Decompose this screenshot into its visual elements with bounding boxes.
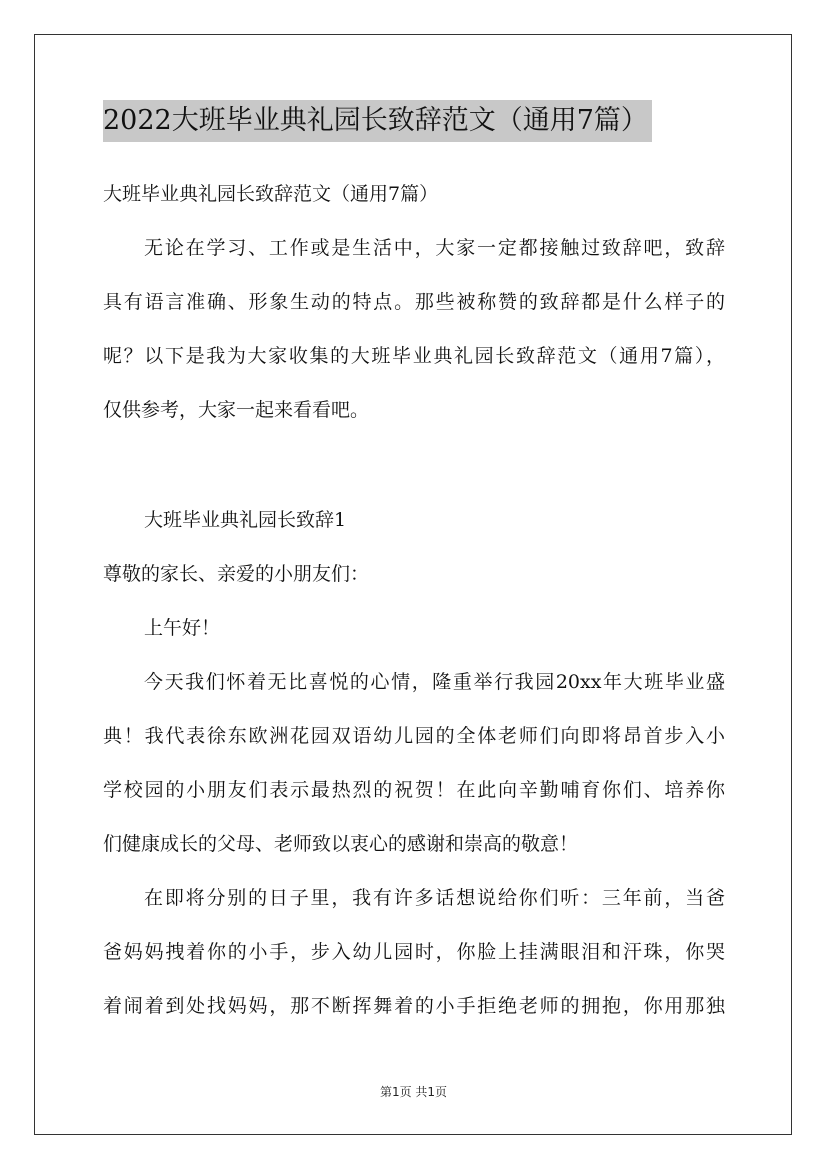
paragraph-line: 们健康成长的父母、老师致以衷心的感谢和崇高的敬意！ <box>103 833 579 855</box>
paragraph-line: 学校园的小朋友们表示最热烈的祝贺！在此向辛勤哺育你们、培养你 <box>103 779 725 801</box>
greeting-line: 上午好！ <box>144 617 221 639</box>
paragraph-line: 呢？以下是我为大家收集的大班毕业典礼园长致辞范文（通用7篇）， <box>103 345 725 367</box>
paragraph-line: 仅供参考，大家一起来看看吧。 <box>103 399 370 421</box>
salutation-line: 尊敬的家长、亲爱的小朋友们： <box>103 563 370 585</box>
paragraph-line: 无论在学习、工作或是生活中，大家一定都接触过致辞吧，致辞 <box>144 237 725 259</box>
paragraph-line: 爸妈妈拽着你的小手，步入幼儿园时，你脸上挂满眼泪和汗珠，你哭 <box>103 941 725 963</box>
section-heading: 大班毕业典礼园长致辞1 <box>144 509 347 531</box>
subtitle-line: 大班毕业典礼园长致辞范文（通用7篇） <box>103 183 439 205</box>
paragraph-line: 具有语言准确、形象生动的特点。那些被称赞的致辞都是什么样子的 <box>103 291 725 313</box>
page-number-footer: 第1页 共1页 <box>379 1085 448 1099</box>
paragraph-line: 着闹着到处找妈妈，那不断挥舞着的小手拒绝老师的拥抱，你用那独 <box>103 995 725 1017</box>
paragraph-line: 在即将分别的日子里，我有许多话想说给你们听：三年前，当爸 <box>144 887 725 909</box>
document-title: 2022大班毕业典礼园长致辞范文（通用7篇） <box>103 100 652 142</box>
paragraph-line: 今天我们怀着无比喜悦的心情，隆重举行我园20xx年大班毕业盛 <box>144 671 725 693</box>
paragraph-line: 典！我代表徐东欧洲花园双语幼儿园的全体老师们向即将昂首步入小 <box>103 725 725 747</box>
